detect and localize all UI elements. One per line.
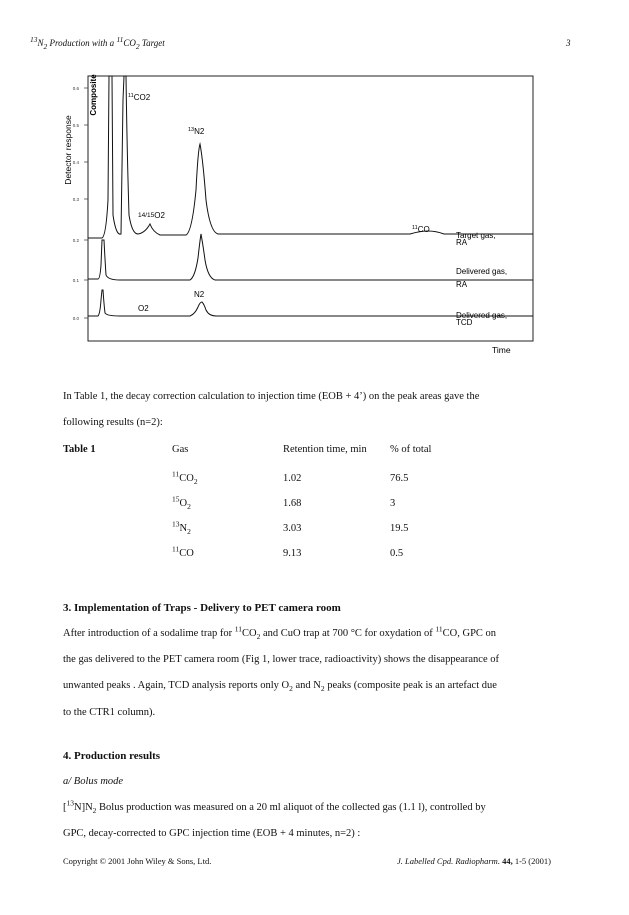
y-tick-label: 0.6 [72,86,79,91]
table-row-gas: $^{13}N_2$ [172,519,191,537]
table-label: Table 1 [63,444,96,455]
peak-label-n2-bottom: N2 [194,290,205,299]
y-tick-label: 0.0 [72,316,79,321]
table-row-pct: 19.5 [390,523,409,534]
trace-label-tcd-1: Delivered gas, [456,311,508,320]
y-axis-label: Detector response [63,115,73,185]
composite-label: Composite [89,74,98,116]
table-row-pct: 76.5 [390,473,409,484]
section-4-subheading: a/ Bolus mode [63,776,124,787]
y-ticks [84,88,88,318]
chromatogram-figure [0,0,629,370]
peak-label-o2: 14/15O2 [138,211,165,220]
running-header-title: $^{13}N_2$ Production with a $^{11}CO_2$ Target [30,35,165,51]
footer-journal: J. Labelled Cpd. Radiopharm. 44, 1-5 (2001) [397,856,551,866]
table-row-rt: 1.02 [283,473,302,484]
table-row-gas: $^{15}O_2$ [172,494,191,512]
section-3-line-2: the gas delivered to the PET camera room (Fig 1, lower trace, radioactivity) shows the disappearance of [63,654,499,665]
y-tick-label: 0.5 [72,123,79,128]
y-tick-label: 0.1 [72,278,79,283]
y-tick-label: 0.3 [72,197,79,202]
page-number: 3 [566,38,571,48]
table-row-rt: 9.13 [283,548,302,559]
table-row-gas: $^{11}$CO [172,544,194,559]
peak-label-n2: $^{13}$N2 [188,127,205,136]
section-4-heading: 4. Production results [63,750,161,762]
section-3-line-3: unwanted peaks . Again, TCD analysis reports only $O_2$ and $N_2$ peaks (composite peak is an artefact due [63,680,497,694]
intro-line-1: In Table 1, the decay correction calculation to injection time (EOB + 4’) on the peak areas gave the [63,391,480,402]
table-row-pct: 3 [390,498,396,509]
table-row-gas: $^{11}CO_2$ [172,469,198,487]
peak-label-o2-bottom: O2 [138,304,149,313]
section-3-heading: 3. Implementation of Traps - Delivery to PET camera room [63,602,341,614]
trace-label-delivered-2: RA [456,280,468,289]
trace-label-tcd-2: TCD [456,318,473,327]
plot-frame [88,76,533,341]
x-axis-label: Time [492,345,511,355]
section-4-line-2: GPC, decay-corrected to GPC injection time (EOB + 4 minutes, n=2) : [63,828,361,839]
y-tick-label: 0.4 [72,160,79,165]
y-tick-labels [73,86,80,321]
peak-label-co: $^{11}$CO [412,225,430,234]
trace-label-delivered-1: Delivered gas, [456,267,508,276]
table-header-gas: Gas [172,444,189,455]
section-3-line-4: to the CTR1 column). [63,707,156,718]
table-row-rt: 3.03 [283,523,302,534]
section-3-line-1: After introduction of a sodalime trap for $^{11}CO_2$ and CuO trap at 700 °C for oxydation of $^{11}$CO, GPC on [63,624,497,642]
intro-line-2: following results (n=2): [63,417,163,428]
table-row-pct: 0.5 [390,548,404,559]
footer-copyright: Copyright © 2001 John Wiley & Sons, Ltd. [63,856,212,866]
peak-label-co2: $^{11}$CO2 [128,93,151,102]
section-4-line-1: $[^{13}N]N_2$ Bolus production was measured on a 20 ml aliquot of the collected gas (1.1 l), controlled by [63,798,486,816]
y-tick-label: 0.2 [72,238,79,243]
trace-label-target-1: Target gas, [456,231,496,240]
trace-label-target-2: RA [456,238,468,247]
table-row-rt: 1.68 [283,498,302,509]
table-header-percent: % of total [390,444,432,455]
table-header-retention: Retention time, min [283,444,367,455]
